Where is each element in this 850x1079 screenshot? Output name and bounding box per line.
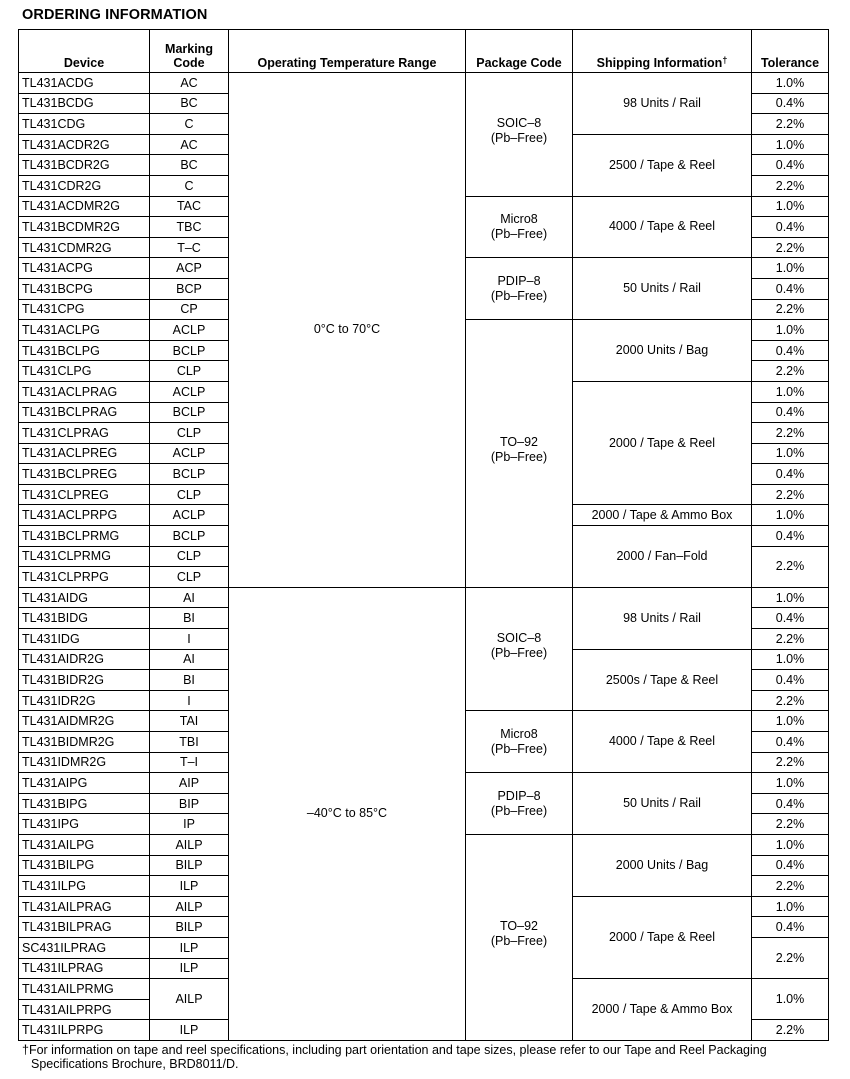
header-marking-line2: Code: [173, 56, 205, 70]
package-name: TO–92: [500, 435, 538, 450]
package-lead-free: (Pb–Free): [490, 450, 548, 465]
tolerance-cell: 0.4%: [752, 402, 829, 423]
shipping-info-cell: 4000 / Tape & Reel: [573, 196, 752, 258]
tolerance-cell: 1.0%: [752, 381, 829, 402]
package-name: PDIP–8: [497, 788, 541, 803]
package-code-cell: [466, 587, 573, 711]
marking-code-cell: ACLP: [150, 505, 229, 526]
device-cell: TL431IDMR2G: [19, 752, 150, 773]
tolerance-cell: 2.2%: [752, 237, 829, 258]
marking-code-cell: I: [150, 690, 229, 711]
tolerance-cell: 0.4%: [752, 855, 829, 876]
device-cell: TL431BILPG: [19, 855, 150, 876]
marking-code-cell: AIP: [150, 773, 229, 794]
marking-code-cell: BCLP: [150, 340, 229, 361]
device-cell: TL431CLPG: [19, 361, 150, 382]
marking-code-cell: CLP: [150, 484, 229, 505]
package-code-text: [466, 212, 572, 242]
shipping-info-cell: 50 Units / Rail: [573, 258, 752, 320]
marking-code-cell: AC: [150, 134, 229, 155]
device-cell: TL431CLPRPG: [19, 567, 150, 588]
header-tolerance: Tolerance: [752, 30, 829, 73]
shipping-info-cell: 98 Units / Rail: [573, 73, 752, 135]
device-cell: TL431AILPRPG: [19, 999, 150, 1020]
device-cell: TL431AIDMR2G: [19, 711, 150, 732]
tolerance-cell: 2.2%: [752, 423, 829, 444]
marking-code-cell: ILP: [150, 958, 229, 979]
tolerance-cell: 1.0%: [752, 711, 829, 732]
marking-code-cell: C: [150, 175, 229, 196]
tolerance-cell: 0.4%: [752, 155, 829, 176]
marking-code-cell: BILP: [150, 855, 229, 876]
marking-code-cell: BI: [150, 608, 229, 629]
tolerance-cell: 2.2%: [752, 752, 829, 773]
device-cell: TL431CPG: [19, 299, 150, 320]
shipping-info-cell: 2000 / Fan–Fold: [573, 526, 752, 588]
tolerance-cell: 2.2%: [752, 690, 829, 711]
marking-code-cell: BC: [150, 93, 229, 114]
package-code-text: [466, 919, 572, 949]
device-cell: TL431ACDMR2G: [19, 196, 150, 217]
device-cell: TL431AILPRAG: [19, 896, 150, 917]
marking-code-cell: AC: [150, 73, 229, 94]
device-cell: TL431CDMR2G: [19, 237, 150, 258]
package-name: PDIP–8: [497, 273, 541, 288]
marking-code-cell: IP: [150, 814, 229, 835]
tolerance-cell: 0.4%: [752, 217, 829, 238]
tolerance-cell: 1.0%: [752, 73, 829, 94]
package-code-cell: [466, 320, 573, 588]
tolerance-cell: 2.2%: [752, 361, 829, 382]
tolerance-cell: 2.2%: [752, 937, 829, 978]
package-lead-free: (Pb–Free): [490, 131, 548, 146]
device-cell: TL431BCDG: [19, 93, 150, 114]
marking-code-cell: AILP: [150, 896, 229, 917]
marking-code-cell: CLP: [150, 361, 229, 382]
header-marking-line1: Marking: [165, 42, 213, 56]
footnote-line1: †For information on tape and reel specifications, including part orientation and tape sizes, please refer to our Tape and Reel Packaging: [22, 1043, 767, 1057]
marking-code-cell: ACP: [150, 258, 229, 279]
device-cell: TL431BCLPG: [19, 340, 150, 361]
tolerance-cell: 2.2%: [752, 484, 829, 505]
device-cell: TL431BCLPRMG: [19, 526, 150, 547]
device-cell: TL431ACLPREG: [19, 443, 150, 464]
package-code-cell: [466, 196, 573, 258]
marking-code-cell: AILP: [150, 834, 229, 855]
device-cell: TL431CLPRAG: [19, 423, 150, 444]
device-cell: TL431BIPG: [19, 793, 150, 814]
marking-code-cell: BCP: [150, 278, 229, 299]
shipping-info-cell: 2000 Units / Bag: [573, 834, 752, 896]
package-code-cell: [466, 73, 573, 197]
marking-code-cell: C: [150, 114, 229, 135]
device-cell: TL431IDG: [19, 629, 150, 650]
tolerance-cell: 0.4%: [752, 608, 829, 629]
header-package-code: Package Code: [466, 30, 573, 73]
tolerance-cell: 1.0%: [752, 258, 829, 279]
package-lead-free: (Pb–Free): [490, 934, 548, 949]
header-marking-code: [150, 30, 229, 73]
device-cell: TL431BCDMR2G: [19, 217, 150, 238]
package-code-text: [466, 435, 572, 465]
package-code-cell: [466, 834, 573, 1040]
device-cell: TL431CLPRMG: [19, 546, 150, 567]
package-code-text: [466, 274, 572, 304]
marking-code-cell: CLP: [150, 546, 229, 567]
shipping-info-cell: 2500s / Tape & Reel: [573, 649, 752, 711]
tolerance-cell: 2.2%: [752, 299, 829, 320]
marking-code-cell: CP: [150, 299, 229, 320]
marking-code-cell: BCLP: [150, 464, 229, 485]
marking-code-cell: BIP: [150, 793, 229, 814]
package-name: TO–92: [500, 919, 538, 934]
tolerance-cell: 1.0%: [752, 134, 829, 155]
header-shipping-footnote-mark: †: [722, 55, 728, 65]
device-cell: TL431AIDG: [19, 587, 150, 608]
table-row: [19, 73, 829, 94]
device-cell: TL431BCLPREG: [19, 464, 150, 485]
tolerance-cell: 2.2%: [752, 876, 829, 897]
package-lead-free: (Pb–Free): [490, 226, 548, 241]
marking-code-cell: AI: [150, 649, 229, 670]
package-code-text: [466, 631, 572, 661]
tolerance-cell: 1.0%: [752, 896, 829, 917]
tolerance-cell: 0.4%: [752, 278, 829, 299]
tolerance-cell: 2.2%: [752, 1020, 829, 1041]
header-device: Device: [19, 30, 150, 73]
tolerance-cell: 0.4%: [752, 670, 829, 691]
package-lead-free: (Pb–Free): [490, 288, 548, 303]
device-cell: TL431ACLPRPG: [19, 505, 150, 526]
footnote: [22, 1043, 837, 1071]
package-name: SOIC–8: [496, 116, 542, 131]
tolerance-cell: 1.0%: [752, 196, 829, 217]
header-temperature: Operating Temperature Range: [229, 30, 466, 73]
shipping-info-cell: 2000 / Tape & Reel: [573, 381, 752, 505]
marking-code-cell: ILP: [150, 1020, 229, 1041]
ordering-table: [18, 29, 829, 1041]
package-name: SOIC–8: [496, 631, 542, 646]
device-cell: TL431AIDR2G: [19, 649, 150, 670]
device-cell: TL431AILPG: [19, 834, 150, 855]
device-cell: TL431ACLPG: [19, 320, 150, 341]
marking-code-cell: TBC: [150, 217, 229, 238]
marking-code-cell: ACLP: [150, 381, 229, 402]
device-cell: TL431ILPRAG: [19, 958, 150, 979]
tolerance-cell: 2.2%: [752, 114, 829, 135]
marking-code-cell: BILP: [150, 917, 229, 938]
package-name: Micro8: [500, 726, 538, 741]
device-cell: TL431ILPRPG: [19, 1020, 150, 1041]
package-lead-free: (Pb–Free): [490, 803, 548, 818]
package-code-text: [466, 116, 572, 146]
shipping-info-cell: 2000 / Tape & Ammo Box: [573, 979, 752, 1041]
tolerance-cell: 2.2%: [752, 629, 829, 650]
tolerance-cell: 0.4%: [752, 340, 829, 361]
marking-code-cell: ACLP: [150, 443, 229, 464]
device-cell: TL431CLPREG: [19, 484, 150, 505]
footnote-line2: Specifications Brochure, BRD8011/D.: [31, 1057, 239, 1071]
marking-code-cell: T–I: [150, 752, 229, 773]
marking-code-cell: AI: [150, 587, 229, 608]
package-code-cell: [466, 773, 573, 835]
package-code-text: [466, 789, 572, 819]
table-body: [19, 73, 829, 1041]
package-code-cell: [466, 258, 573, 320]
device-cell: TL431ILPG: [19, 876, 150, 897]
device-cell: TL431CDR2G: [19, 175, 150, 196]
tolerance-cell: 1.0%: [752, 587, 829, 608]
marking-code-cell: ILP: [150, 937, 229, 958]
tolerance-cell: 0.4%: [752, 732, 829, 753]
device-cell: TL431AILPRMG: [19, 979, 150, 1000]
device-cell: TL431BIDG: [19, 608, 150, 629]
device-cell: TL431BCLPRAG: [19, 402, 150, 423]
device-cell: TL431BILPRAG: [19, 917, 150, 938]
marking-code-cell: BI: [150, 670, 229, 691]
marking-code-cell: T–C: [150, 237, 229, 258]
tolerance-cell: 2.2%: [752, 814, 829, 835]
table-header-row: [19, 30, 829, 73]
tolerance-cell: 0.4%: [752, 793, 829, 814]
marking-code-cell: CLP: [150, 423, 229, 444]
tolerance-cell: 2.2%: [752, 175, 829, 196]
device-cell: TL431BCDR2G: [19, 155, 150, 176]
package-code-cell: [466, 711, 573, 773]
tolerance-cell: 1.0%: [752, 649, 829, 670]
tolerance-cell: 0.4%: [752, 464, 829, 485]
marking-code-cell: I: [150, 629, 229, 650]
shipping-info-cell: 2000 Units / Bag: [573, 320, 752, 382]
package-name: Micro8: [500, 211, 538, 226]
table-row: [19, 587, 829, 608]
device-cell: TL431BCPG: [19, 278, 150, 299]
tolerance-cell: 1.0%: [752, 773, 829, 794]
marking-code-cell: CLP: [150, 567, 229, 588]
tolerance-cell: 2.2%: [752, 546, 829, 587]
header-shipping: [573, 30, 752, 73]
tolerance-cell: 0.4%: [752, 526, 829, 547]
marking-code-cell: ACLP: [150, 320, 229, 341]
shipping-info-cell: 98 Units / Rail: [573, 587, 752, 649]
device-cell: TL431ACLPRAG: [19, 381, 150, 402]
temperature-range-cell: 0°C to 70°C: [229, 73, 466, 588]
marking-code-cell: BC: [150, 155, 229, 176]
device-cell: TL431ACPG: [19, 258, 150, 279]
marking-code-cell: ILP: [150, 876, 229, 897]
tolerance-cell: 1.0%: [752, 443, 829, 464]
device-cell: TL431CDG: [19, 114, 150, 135]
shipping-info-cell: 4000 / Tape & Reel: [573, 711, 752, 773]
tolerance-cell: 0.4%: [752, 917, 829, 938]
marking-code-cell: AILP: [150, 979, 229, 1020]
device-cell: TL431AIPG: [19, 773, 150, 794]
device-cell: TL431ACDR2G: [19, 134, 150, 155]
tolerance-cell: 0.4%: [752, 93, 829, 114]
package-lead-free: (Pb–Free): [490, 741, 548, 756]
shipping-info-cell: 2000 / Tape & Reel: [573, 896, 752, 978]
tolerance-cell: 1.0%: [752, 979, 829, 1020]
tolerance-cell: 1.0%: [752, 834, 829, 855]
shipping-info-cell: 2500 / Tape & Reel: [573, 134, 752, 196]
tolerance-cell: 1.0%: [752, 505, 829, 526]
device-cell: TL431IDR2G: [19, 690, 150, 711]
device-cell: TL431BIDR2G: [19, 670, 150, 691]
marking-code-cell: BCLP: [150, 402, 229, 423]
temperature-range-cell: –40°C to 85°C: [229, 587, 466, 1040]
device-cell: TL431ACDG: [19, 73, 150, 94]
device-cell: SC431ILPRAG: [19, 937, 150, 958]
device-cell: TL431BIDMR2G: [19, 732, 150, 753]
shipping-info-cell: 2000 / Tape & Ammo Box: [573, 505, 752, 526]
header-shipping-label: Shipping Information: [596, 56, 723, 70]
shipping-info-cell: 50 Units / Rail: [573, 773, 752, 835]
package-code-text: [466, 727, 572, 757]
package-lead-free: (Pb–Free): [490, 646, 548, 661]
marking-code-cell: TAC: [150, 196, 229, 217]
marking-code-cell: BCLP: [150, 526, 229, 547]
page-title: ORDERING INFORMATION: [22, 7, 208, 23]
marking-code-cell: TBI: [150, 732, 229, 753]
tolerance-cell: 1.0%: [752, 320, 829, 341]
device-cell: TL431IPG: [19, 814, 150, 835]
marking-code-cell: TAI: [150, 711, 229, 732]
